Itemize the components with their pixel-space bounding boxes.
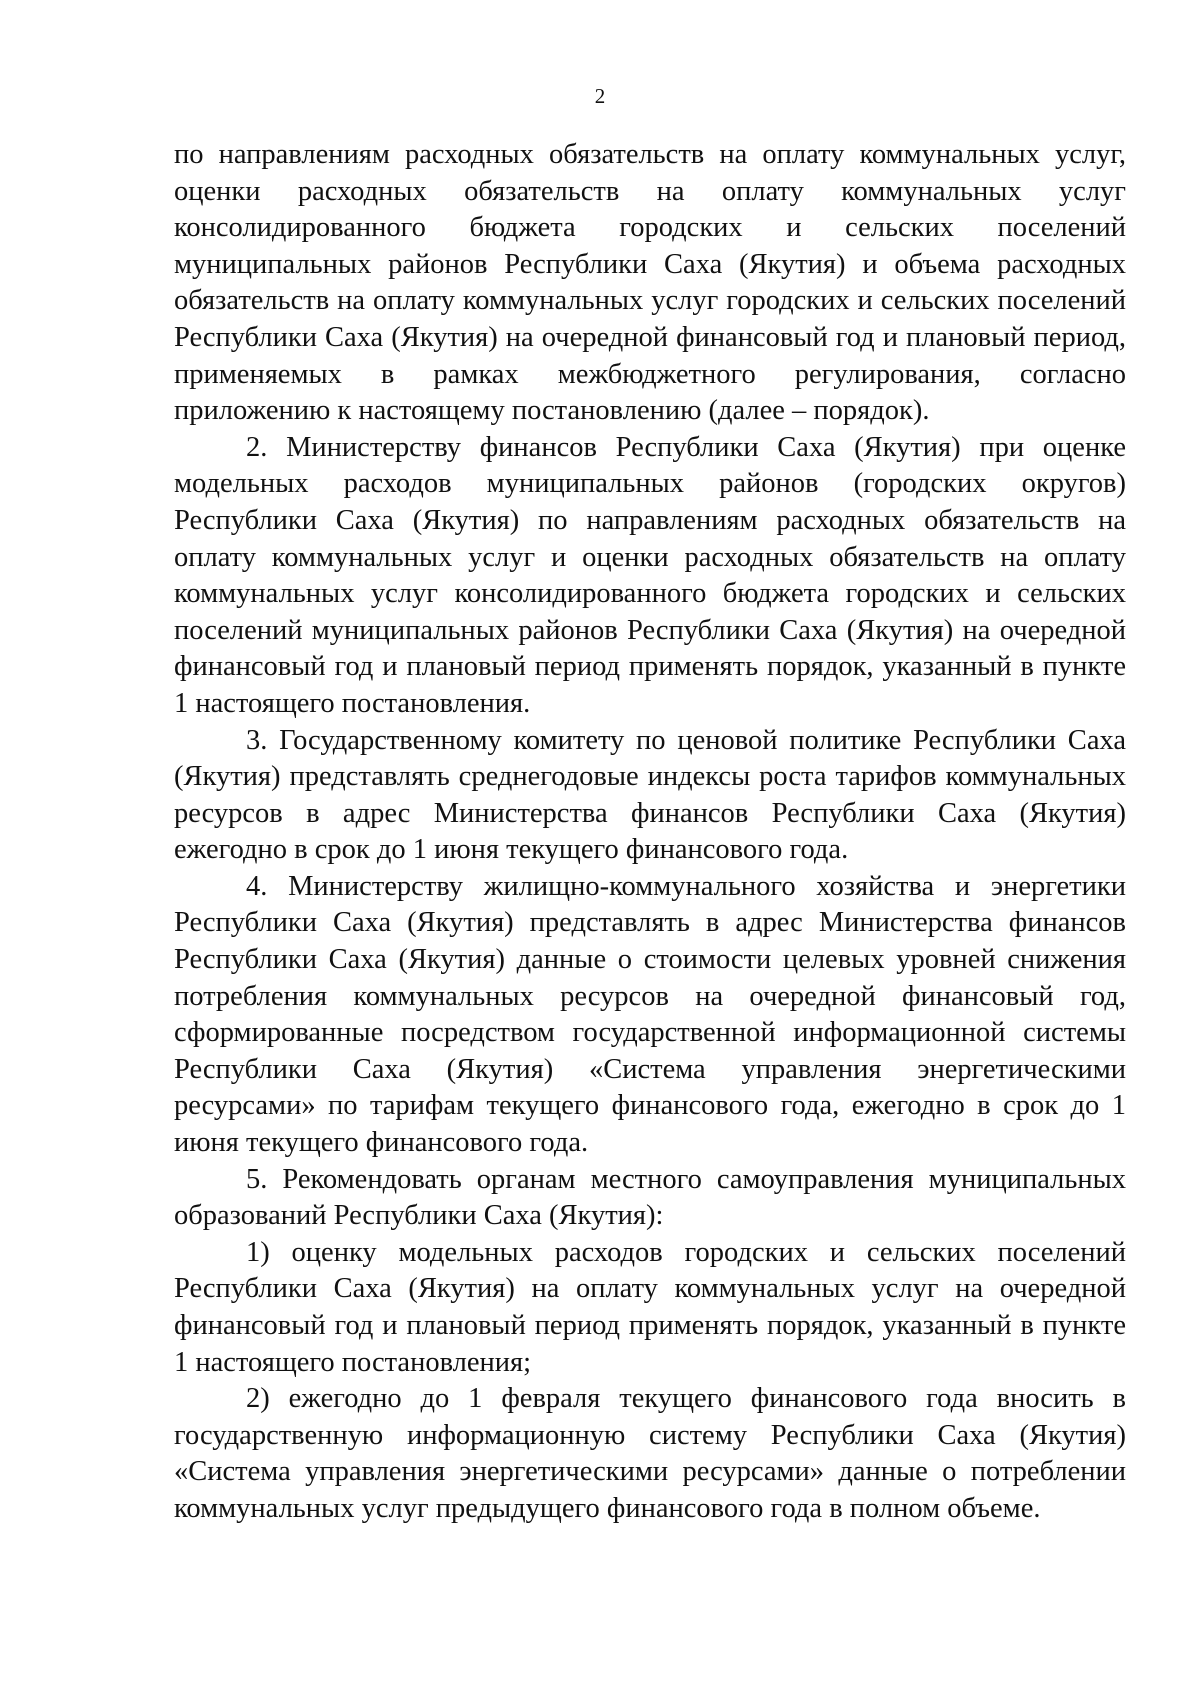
paragraph-3-price-policy-committee: 3. Государственному комитету по ценовой политике Республики Саха (Якутия) представлять среднегодовые индексы роста тарифов коммунальных ресурсов в адрес Министерства финансов Республики Саха (Якутия) ежегодно в срок до 1 июня текущего финансового года. [174,724,1126,866]
paragraph-2-ministry-of-finance: 2. Министерству финансов Республики Саха (Якутия) при оценке модельных расходов муниципальных районов (городских округов) Республики Саха (Якутия) по направлениям расходных обязательств на оплату коммунальных услуг и оценки расходных обязательств на оплату коммунальных услуг консолидированного бюджета городских и сельских поселений муниципальных районов Республики Саха (Якутия) на очередной финансовый год и плановый период применять порядок, указанный в пункте 1 настоящего постановления. [174,431,1126,719]
paragraph-5-recommendation: 5. Рекомендовать органам местного самоуправления муниципальных образований Республики Саха (Якутия): [174,1163,1126,1232]
paragraph-4-ministry-housing-energy: 4. Министерству жилищно-коммунального хозяйства и энергетики Республики Саха (Якутия) представлять в адрес Министерства финансов Республики Саха (Якутия) данные о стоимости целевых уровней снижения потребления коммунальных ресурсов на очередной финансовый год, сформированные посредством государственной информационной системы Республики Саха (Якутия) «Система управления энергетическими ресурсами» по тарифам текущего финансового года, ежегодно в срок до 1 июня текущего финансового года. [174,870,1126,1159]
paragraph-1-continuation: по направлениям расходных обязательств на оплату коммунальных услуг, оценки расходных обязательств на оплату коммунальных услуг консолидированного бюджета городских и сельских поселений муниципальных районов Республики Саха (Якутия) и объема расходных обязательств на оплату коммунальных услуг городских и сельских поселений Республики Саха (Якутия) на очередной финансовый год и плановый период, применяемых в рамках межбюджетного регулирования, согласно приложению к настоящему постановлению (далее – порядок). [174,139,1126,427]
page-number: 2 [594,84,606,108]
paragraph-5-item-1: 1) оценку модельных расходов городских и сельских поселений Республики Саха (Якутия) на оплату коммунальных услуг на очередной финансовый год и плановый период применять порядок, указанный в пункте 1 настоящего постановления; [174,1236,1126,1378]
document-body [174,137,1126,1528]
paragraph-5-item-2: 2) ежегодно до 1 февраля текущего финансового года вносить в государственную информационную систему Республики Саха (Якутия) «Система управления энергетическими ресурсами» данные о потреблении коммунальных услуг предыдущего финансового года в полном объеме. [174,1383,1126,1524]
